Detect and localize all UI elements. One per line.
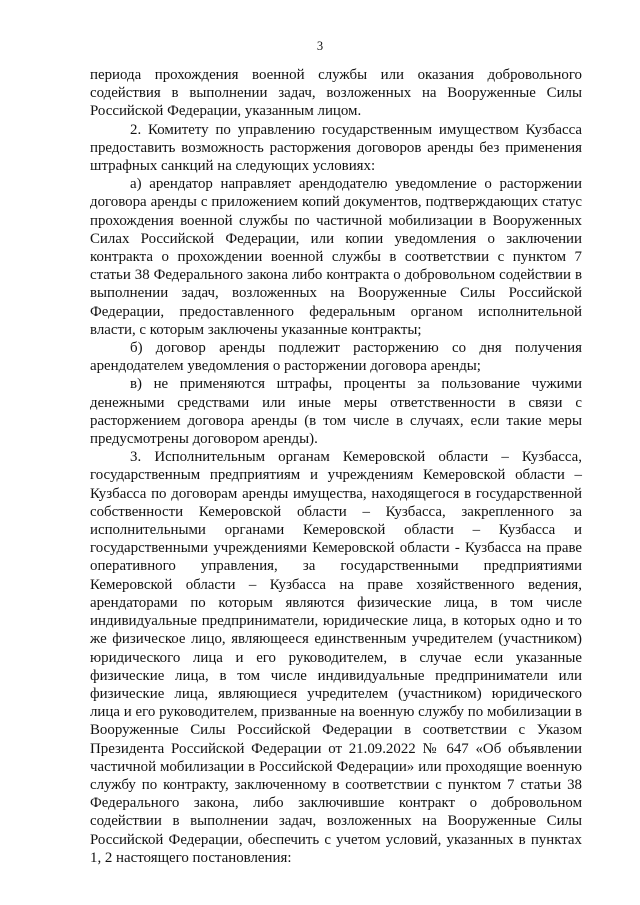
document-body bbox=[90, 66, 582, 867]
paragraph-item-3: 3. Исполнительным органам Кемеровской области – Кузбасса, государственным предприятиям и учреждениям Кемеровской области – Кузбасса по договорам аренды имущества, находящегося в государственной собственности Кемеровской области – Кузбасса, закрепленного за исполнительными органами Кемеровской области – Кузбасса и государственными учреждениями Кемеровской области - Кузбасса на праве оперативного управления, за государственными предприятиями Кемеровской области – Кузбасса на праве хозяйственного ведения, арендаторами по которым являются физические лица, в том числе индивидуальные предприниматели, юридические лица, в которых одно и то же физическое лицо, являющееся единственным учредителем (участником) юридического лица и его руководителем, в случае если указанные физические лица, в том числе индивидуальные предприниматели или физические лица, являющиеся учредителем (участником) юридического лица и его руководителем, призванные на военную службу по мобилизации в Вооруженные Силы Российской Федерации в соответствии с Указом Президента Российской Федерации от 21.09.2022 № 647 «Об объявлении частичной мобилизации в Российской Федерации» или проходящие военную службу по контракту, заключенному в соответствии с пунктом 7 статьи 38 Федерального закона, либо заключившие контракт о добровольном содействии в выполнении задач, возложенных на Вооруженные Силы Российской Федерации, обеспечить с учетом условий, указанных в пунктах 1, 2 настоящего постановления: bbox=[90, 449, 582, 866]
paragraph-item-2: 2. Комитету по управлению государственным имуществом Кузбасса предоставить возможность расторжения договоров аренды без применения штрафных санкций на следующих условиях: bbox=[90, 121, 582, 175]
page-number: 3 bbox=[316, 39, 324, 53]
paragraph-subitem-a: а) арендатор направляет арендодателю уведомление о расторжении договора аренды с приложением копий документов, подтверждающих статус прохождения военной службы по частичной мобилизации в Вооруженных Силах Российской Федерации, или копии уведомления о заключении контракта о прохождении военной службы в соответствии с пунктом 7 статьи 38 Федерального закона либо контракта о добровольном содействии в выполнении задач, возложенных на Вооруженные Силы Российской Федерации, предоставленного федеральным органом исполнительной власти, с которым заключены указанные контракты; bbox=[90, 176, 582, 338]
paragraph-continuation: периода прохождения военной службы или оказания добровольного содействия в выполнении задач, возложенных на Вооруженные Силы Российской Федерации, указанным лицом. bbox=[90, 67, 582, 120]
paragraph-subitem-b: б) договор аренды подлежит расторжению со дня получения арендодателем уведомления о расторжении договора аренды; bbox=[90, 340, 582, 375]
paragraph-subitem-v: в) не применяются штрафы, проценты за пользование чужими денежными средствами или иные меры ответственности в связи с расторжением договора аренды (в том числе в случаях, если такие меры предусмотрены договором аренды). bbox=[90, 376, 582, 448]
